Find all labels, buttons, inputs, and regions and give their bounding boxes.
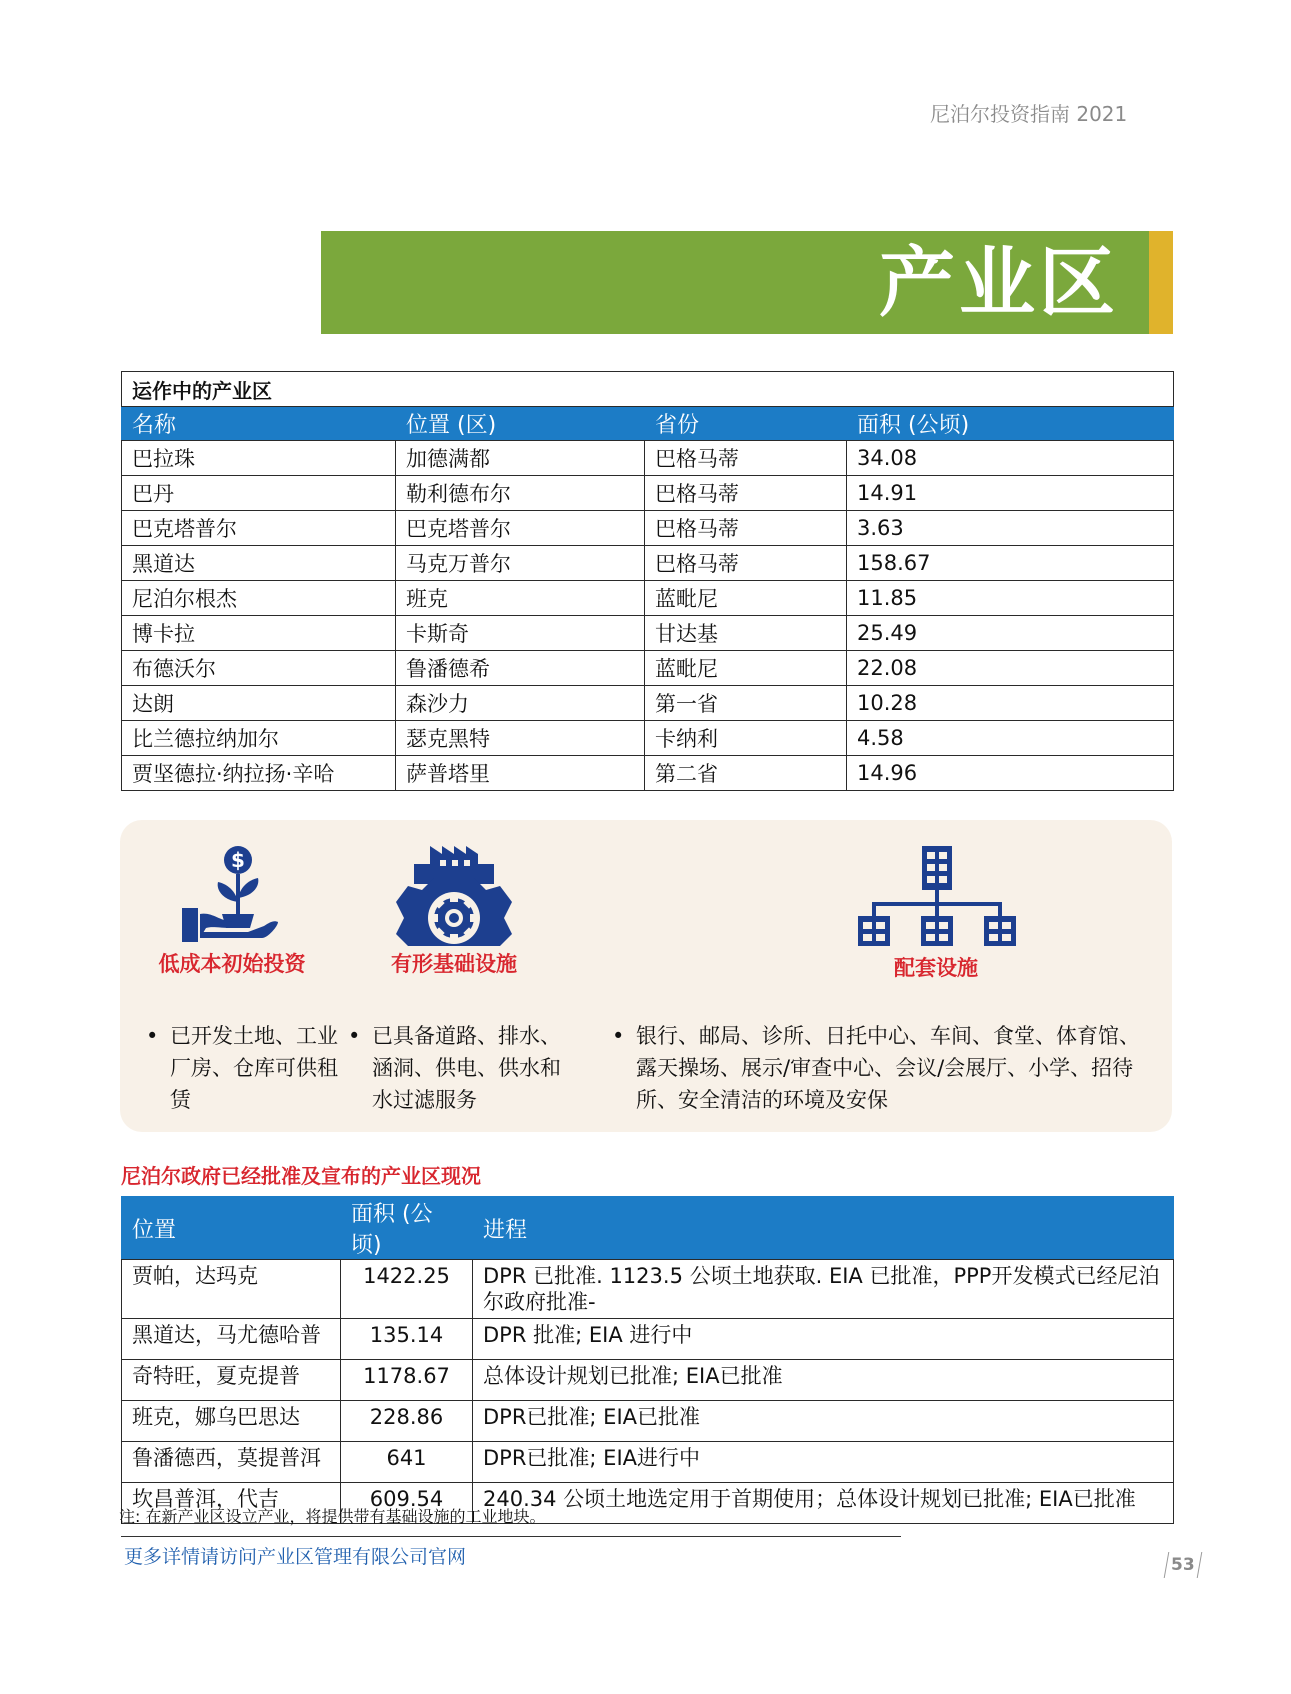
table-cell: 巴丹 (122, 476, 396, 511)
feature-title-low-cost: 低成本初始投资 (158, 952, 306, 976)
table-cell: 巴克塔普尔 (122, 511, 396, 546)
money-plant-hand-icon (178, 842, 282, 950)
table-cell: 贾坚德拉·纳拉扬·辛哈 (122, 756, 396, 791)
column-header: 面积 (公顷) (341, 1197, 473, 1260)
table-cell: 14.96 (847, 756, 1174, 791)
table-cell: 240.34 公顷土地选定用于首期使用；总体设计规划已批准; EIA已批准 (473, 1483, 1174, 1524)
table-cell: 达朗 (122, 686, 396, 721)
table-cell: 巴格马蒂 (645, 511, 847, 546)
column-header: 名称 (122, 407, 396, 441)
feature-title-amenities: 配套设施 (894, 956, 978, 980)
feature-bullet-infrastructure (348, 1020, 572, 1116)
table-cell: 坎昌普洱，代吉 (122, 1483, 341, 1524)
column-header: 进程 (473, 1197, 1174, 1260)
table-cell: 25.49 (847, 616, 1174, 651)
table-cell: 158.67 (847, 546, 1174, 581)
table-cell: 卡纳利 (645, 721, 847, 756)
table-cell: 1178.67 (341, 1360, 473, 1401)
table-cell: 34.08 (847, 441, 1174, 476)
table-cell: 3.63 (847, 511, 1174, 546)
table-row (122, 511, 1174, 546)
table-row (122, 1319, 1174, 1360)
factory-gear-icon (394, 842, 514, 954)
table-row (122, 616, 1174, 651)
table-row (122, 1401, 1174, 1442)
feature-text: 银行、邮局、诊所、日托中心、车间、食堂、体育馆、露天操场、展示/审查中心、会议/会展厅、小学、招待所、安全清洁的环境及安保 (636, 1024, 1140, 1112)
banner-accent-bar (1149, 231, 1173, 334)
table-cell: 22.08 (847, 651, 1174, 686)
feature-text: 已具备道路、排水、涵洞、供电、供水和水过滤服务 (372, 1024, 561, 1112)
table-cell: 1422.25 (341, 1260, 473, 1319)
page-number (1162, 1552, 1204, 1578)
table-cell: 加德满都 (396, 441, 645, 476)
approved-zones-table (121, 1196, 1174, 1524)
table-cell: 巴格马蒂 (645, 546, 847, 581)
table-cell: 尼泊尔根杰 (122, 581, 396, 616)
table-cell: DPR已批准; EIA已批准 (473, 1401, 1174, 1442)
table-row (122, 581, 1174, 616)
section-title: 产业区 (879, 238, 1119, 327)
feature-title-infrastructure: 有形基础设施 (391, 952, 517, 976)
table-row (122, 1360, 1174, 1401)
table-row (122, 1260, 1174, 1319)
table-cell: 黑道达 (122, 546, 396, 581)
table-cell: 第二省 (645, 756, 847, 791)
table-cell: 135.14 (341, 1319, 473, 1360)
table-caption: 运作中的产业区 (122, 372, 1174, 407)
table-cell: 总体设计规划已批准; EIA已批准 (473, 1360, 1174, 1401)
bullet-dot: • (348, 1024, 361, 1048)
table-row (122, 721, 1174, 756)
table-row (122, 441, 1174, 476)
operating-zones-table (121, 371, 1174, 791)
table-cell: 巴拉珠 (122, 441, 396, 476)
footnote: 注: 在新产业区设立产业，将提供带有基础设施的工业地块。 (119, 1507, 546, 1526)
table-cell: 卡斯奇 (396, 616, 645, 651)
footer-divider (121, 1536, 901, 1537)
table-row (122, 651, 1174, 686)
column-header: 位置 (122, 1197, 341, 1260)
table-cell: 609.54 (341, 1483, 473, 1524)
table-cell: 巴格马蒂 (645, 476, 847, 511)
table-cell: 勒利德布尔 (396, 476, 645, 511)
approved-zones-title: 尼泊尔政府已经批准及宣布的产业区现况 (121, 1164, 481, 1188)
table-cell: 瑟克黑特 (396, 721, 645, 756)
table-cell: 班克，娜乌巴思达 (122, 1401, 341, 1442)
table-cell: 班克 (396, 581, 645, 616)
table-cell: 蓝毗尼 (645, 581, 847, 616)
table-cell: DPR 批准; EIA 进行中 (473, 1319, 1174, 1360)
page-number-bar (1164, 1552, 1170, 1578)
table-cell: 巴克塔普尔 (396, 511, 645, 546)
table-cell: 甘达基 (645, 616, 847, 651)
feature-bullet-amenities (612, 1020, 1156, 1116)
table-cell: 萨普塔里 (396, 756, 645, 791)
table-cell: 黑道达，马尤德哈普 (122, 1319, 341, 1360)
column-header: 位置 (区) (396, 407, 645, 441)
table-cell: 蓝毗尼 (645, 651, 847, 686)
table-row (122, 686, 1174, 721)
column-header: 省份 (645, 407, 847, 441)
page-number-bar (1196, 1552, 1202, 1578)
table-cell: DPR 已批准. 1123.5 公顷土地获取. EIA 已批准，PPP开发模式已经尼泊尔政府批准- (473, 1260, 1174, 1319)
features-panel (120, 820, 1172, 1132)
feature-bullet-low-cost (146, 1020, 340, 1116)
table-cell: 641 (341, 1442, 473, 1483)
table-cell: DPR已批准; EIA进行中 (473, 1442, 1174, 1483)
table-cell: 11.85 (847, 581, 1174, 616)
svg-text:$: $ (231, 848, 245, 872)
feature-text: 已开发土地、工业厂房、仓库可供租赁 (170, 1024, 338, 1112)
table-cell: 森沙力 (396, 686, 645, 721)
table-cell: 布德沃尔 (122, 651, 396, 686)
table-cell: 奇特旺，夏克提普 (122, 1360, 341, 1401)
table-cell: 14.91 (847, 476, 1174, 511)
website-link[interactable]: 更多详情请访问产业区管理有限公司官网 (124, 1546, 467, 1568)
table-row (122, 756, 1174, 791)
table-row (122, 476, 1174, 511)
table-cell: 鲁潘德西，莫提普洱 (122, 1442, 341, 1483)
column-header: 面积 (公顷) (847, 407, 1174, 441)
table-cell: 第一省 (645, 686, 847, 721)
table-cell: 比兰德拉纳加尔 (122, 721, 396, 756)
table-cell: 贾帕，达玛克 (122, 1260, 341, 1319)
table-cell: 鲁潘德希 (396, 651, 645, 686)
page-number-value: 53 (1171, 1555, 1195, 1575)
table-cell: 10.28 (847, 686, 1174, 721)
running-header: 尼泊尔投资指南 2021 (930, 102, 1128, 126)
table-cell: 4.58 (847, 721, 1174, 756)
table-cell: 马克万普尔 (396, 546, 645, 581)
bullet-dot: • (146, 1024, 159, 1048)
bullet-dot: • (612, 1024, 625, 1048)
table-row (122, 546, 1174, 581)
section-banner (321, 231, 1149, 334)
table-cell: 博卡拉 (122, 616, 396, 651)
building-network-icon (856, 844, 1018, 956)
table-cell: 228.86 (341, 1401, 473, 1442)
table-row (122, 1442, 1174, 1483)
table-cell: 巴格马蒂 (645, 441, 847, 476)
